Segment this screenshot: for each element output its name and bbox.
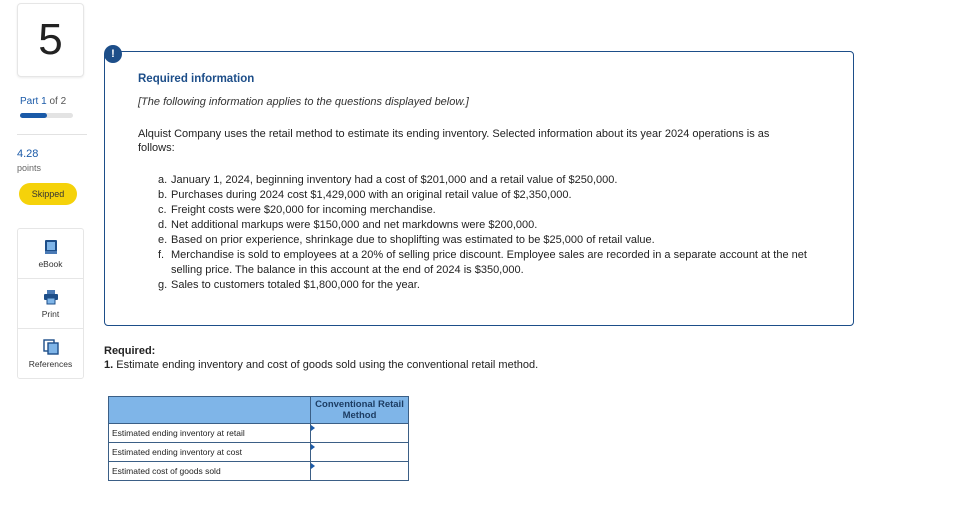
item-text: Purchases during 2024 cost $1,429,000 with an original retail value of $2,350,000.: [171, 189, 572, 201]
input-marker-icon: [311, 463, 315, 469]
part-indicator: [20, 96, 66, 107]
part-total: of 2: [49, 96, 67, 107]
table-row: [109, 443, 409, 462]
points-value: 4.28: [17, 148, 39, 160]
information-note: [The following information applies to the questions displayed below.]: [138, 96, 469, 108]
answer-cell[interactable]: [311, 462, 409, 481]
item-text: Sales to customers totaled $1,800,000 for the year.: [171, 279, 420, 291]
points-label: points: [17, 163, 42, 173]
item-letter: b.: [158, 189, 168, 201]
cost-of-goods-sold-input[interactable]: [311, 463, 406, 478]
part-progress-fill: [20, 113, 47, 118]
skipped-badge: Skipped: [19, 183, 77, 205]
row-label: Estimated ending inventory at cost: [109, 443, 311, 462]
input-marker-icon: [311, 425, 315, 431]
item-text: Merchandise is sold to employees at a 20% of selling price discount. Employee sales are recorded in a separate account at the net selling price. The balance in this account at the end of 2024 is $350,000.: [171, 249, 807, 276]
required-information-heading: Required information: [138, 73, 255, 85]
table-header-blank: [109, 397, 311, 424]
item-letter: d.: [158, 219, 168, 231]
ending-inventory-retail-input[interactable]: [311, 425, 406, 440]
ending-inventory-cost-input[interactable]: [311, 444, 406, 459]
part-label: Part: [20, 96, 39, 107]
question-number: 5: [17, 3, 84, 77]
required-text: Estimate ending inventory and cost of goods sold using the conventional retail method.: [116, 359, 539, 371]
ebook-label: eBook: [38, 258, 63, 269]
print-label: Print: [41, 308, 60, 319]
column-header: Conventional Retail Method: [311, 397, 409, 424]
item-text: Based on prior experience, shrinkage due to shoplifting was estimated to be $25,000 of retail value.: [171, 234, 655, 246]
references-label: References: [28, 358, 73, 369]
list-item: [158, 218, 818, 233]
required-question: [104, 359, 538, 371]
list-item: [158, 233, 818, 248]
ebook-button[interactable]: [18, 229, 83, 279]
part-progress-bar: [20, 113, 73, 118]
list-item: [158, 173, 818, 188]
required-heading: Required:: [104, 345, 156, 357]
list-item: [158, 248, 818, 278]
printer-icon: [43, 289, 59, 305]
print-button[interactable]: [18, 279, 83, 329]
item-letter: a.: [158, 174, 168, 186]
table-row: [109, 424, 409, 443]
item-text: Net additional markups were $150,000 and net markdowns were $200,000.: [171, 219, 538, 231]
references-button[interactable]: [18, 329, 83, 378]
item-letter: g.: [158, 279, 168, 291]
item-letter: c.: [158, 204, 167, 216]
answer-cell[interactable]: [311, 424, 409, 443]
item-letter: f.: [158, 249, 165, 261]
book-icon: [43, 239, 59, 255]
part-current: 1: [41, 96, 47, 107]
answer-cell[interactable]: [311, 443, 409, 462]
tools-panel: [17, 228, 84, 379]
row-label: Estimated cost of goods sold: [109, 462, 311, 481]
input-marker-icon: [311, 444, 315, 450]
answer-table: [108, 396, 409, 481]
item-text: January 1, 2024, beginning inventory had a cost of $201,000 and a retail value of $250,000.: [171, 174, 618, 186]
references-icon: [43, 339, 59, 355]
item-letter: e.: [158, 234, 168, 246]
information-list: [158, 173, 818, 293]
company-description: Alquist Company uses the retail method to estimate its ending inventory. Selected information about its year 2024 operations is as follows:: [138, 128, 770, 154]
divider: [17, 134, 87, 135]
item-text: Freight costs were $20,000 for incoming merchandise.: [171, 204, 436, 216]
row-label: Estimated ending inventory at retail: [109, 424, 311, 443]
alert-icon: !: [104, 45, 122, 63]
table-row: [109, 462, 409, 481]
required-number: 1.: [104, 359, 114, 371]
list-item: [158, 278, 818, 293]
list-item: [158, 188, 818, 203]
list-item: [158, 203, 818, 218]
